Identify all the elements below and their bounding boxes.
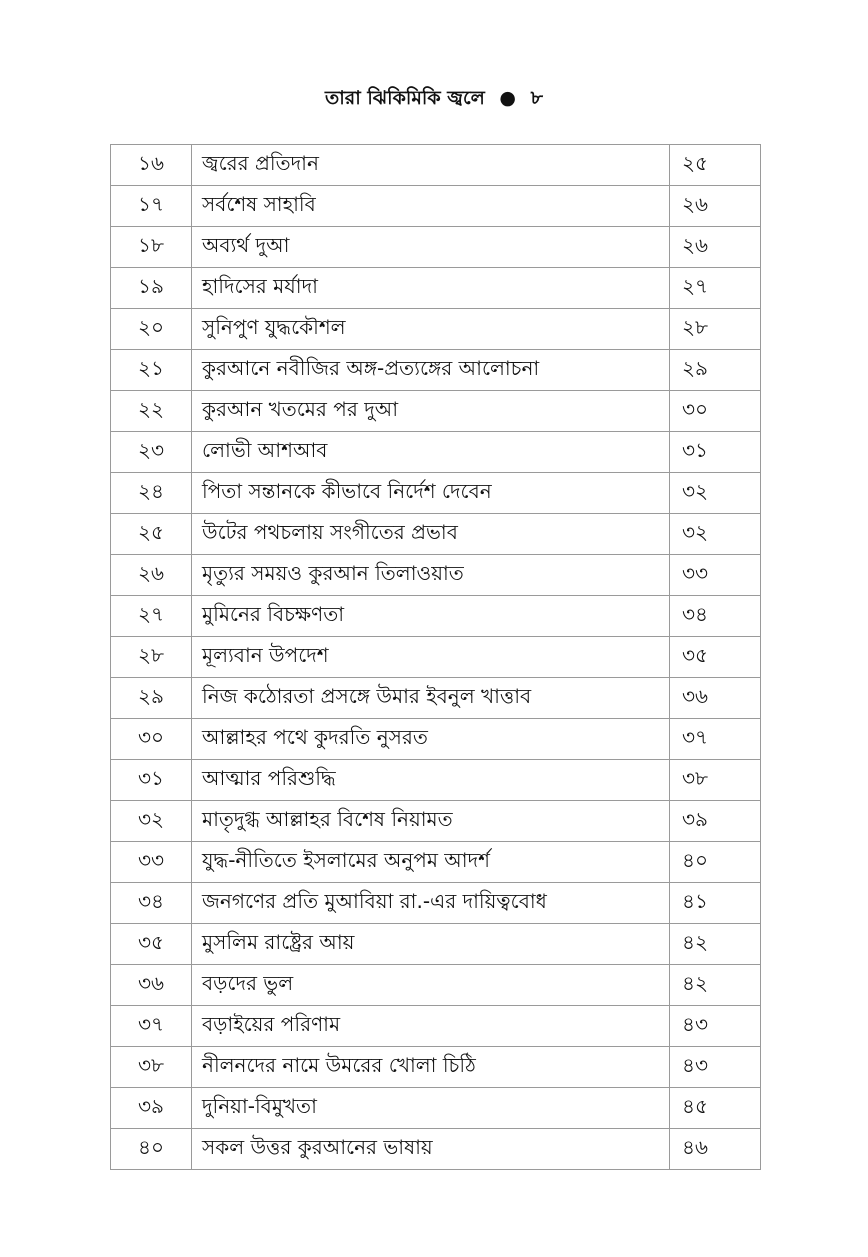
entry-number: ২৮ bbox=[111, 637, 192, 678]
entry-title: পিতা সন্তানকে কীভাবে নির্দেশ দেবেন bbox=[192, 473, 670, 514]
entry-page: ৩৮ bbox=[670, 760, 761, 801]
table-of-contents bbox=[110, 144, 761, 1170]
entry-page: ২৬ bbox=[670, 186, 761, 227]
entry-number: ৩৬ bbox=[111, 965, 192, 1006]
entry-page: ২৬ bbox=[670, 227, 761, 268]
entry-title: নিজ কঠোরতা প্রসঙ্গে উমার ইবনুল খাত্তাব bbox=[192, 678, 670, 719]
entry-title: যুদ্ধ-নীতিতে ইসলামের অনুপম আদর্শ bbox=[192, 842, 670, 883]
entry-number: ২২ bbox=[111, 391, 192, 432]
table-row bbox=[111, 801, 761, 842]
table-row bbox=[111, 473, 761, 514]
toc-body bbox=[111, 145, 761, 1170]
table-row bbox=[111, 842, 761, 883]
book-title: তারা ঝিকিমিকি জ্বলে bbox=[325, 87, 485, 109]
table-row bbox=[111, 145, 761, 186]
table-row bbox=[111, 227, 761, 268]
table-row bbox=[111, 514, 761, 555]
entry-page: ৩৫ bbox=[670, 637, 761, 678]
entry-number: ৩৫ bbox=[111, 924, 192, 965]
table-row bbox=[111, 1129, 761, 1170]
entry-title: মূল্যবান উপদেশ bbox=[192, 637, 670, 678]
table-row bbox=[111, 309, 761, 350]
entry-page: ৪৩ bbox=[670, 1006, 761, 1047]
table-row bbox=[111, 924, 761, 965]
table-row bbox=[111, 1047, 761, 1088]
entry-title: কুরআন খতমের পর দুআ bbox=[192, 391, 670, 432]
entry-page: ৩৪ bbox=[670, 596, 761, 637]
entry-number: ৩৪ bbox=[111, 883, 192, 924]
table-row bbox=[111, 432, 761, 473]
entry-page: ২৯ bbox=[670, 350, 761, 391]
entry-number: ৩০ bbox=[111, 719, 192, 760]
entry-number: ৩৯ bbox=[111, 1088, 192, 1129]
table-row bbox=[111, 637, 761, 678]
entry-page: ৩৯ bbox=[670, 801, 761, 842]
table-row bbox=[111, 596, 761, 637]
entry-title: বড়াইয়ের পরিণাম bbox=[192, 1006, 670, 1047]
entry-page: ৩৭ bbox=[670, 719, 761, 760]
entry-number: ২৬ bbox=[111, 555, 192, 596]
table-row bbox=[111, 719, 761, 760]
entry-page: ৪৩ bbox=[670, 1047, 761, 1088]
entry-title: আল্লাহর পথে কুদরতি নুসরত bbox=[192, 719, 670, 760]
entry-title: মাতৃদুগ্ধ আল্লাহর বিশেষ নিয়ামত bbox=[192, 801, 670, 842]
entry-title: অব্যর্থ দুআ bbox=[192, 227, 670, 268]
bullet-separator: ● bbox=[499, 87, 517, 109]
table-row bbox=[111, 391, 761, 432]
entry-number: ৩৭ bbox=[111, 1006, 192, 1047]
table-row bbox=[111, 555, 761, 596]
entry-title: সকল উত্তর কুরআনের ভাষায় bbox=[192, 1129, 670, 1170]
entry-title: কুরআনে নবীজির অঙ্গ-প্রত্যঙ্গের আলোচনা bbox=[192, 350, 670, 391]
table-row bbox=[111, 1088, 761, 1129]
entry-number: ২৭ bbox=[111, 596, 192, 637]
entry-page: ৩৩ bbox=[670, 555, 761, 596]
entry-number: ১৬ bbox=[111, 145, 192, 186]
entry-page: ৪৫ bbox=[670, 1088, 761, 1129]
entry-page: ৪৬ bbox=[670, 1129, 761, 1170]
table-row bbox=[111, 760, 761, 801]
entry-page: ৪১ bbox=[670, 883, 761, 924]
entry-page: ৪২ bbox=[670, 924, 761, 965]
entry-page: ৩১ bbox=[670, 432, 761, 473]
entry-number: ২১ bbox=[111, 350, 192, 391]
entry-title: উটের পথচলায় সংগীতের প্রভাব bbox=[192, 514, 670, 555]
entry-number: ৪০ bbox=[111, 1129, 192, 1170]
entry-number: ১৮ bbox=[111, 227, 192, 268]
entry-page: ২৮ bbox=[670, 309, 761, 350]
entry-number: ১৯ bbox=[111, 268, 192, 309]
table-row bbox=[111, 1006, 761, 1047]
entry-number: ২৯ bbox=[111, 678, 192, 719]
table-row bbox=[111, 350, 761, 391]
entry-number: ৩৮ bbox=[111, 1047, 192, 1088]
entry-page: ৩২ bbox=[670, 473, 761, 514]
entry-title: সুনিপুণ যুদ্ধকৌশল bbox=[192, 309, 670, 350]
entry-page: ৩২ bbox=[670, 514, 761, 555]
table-row bbox=[111, 186, 761, 227]
table-row bbox=[111, 883, 761, 924]
entry-title: মুসলিম রাষ্ট্রের আয় bbox=[192, 924, 670, 965]
table-row bbox=[111, 678, 761, 719]
entry-number: ১৭ bbox=[111, 186, 192, 227]
entry-page: ৩০ bbox=[670, 391, 761, 432]
entry-page: ৪০ bbox=[670, 842, 761, 883]
entry-number: ৩১ bbox=[111, 760, 192, 801]
entry-title: লোভী আশআব bbox=[192, 432, 670, 473]
table-row bbox=[111, 965, 761, 1006]
entry-title: জনগণের প্রতি মুআবিয়া রা.-এর দায়িত্ববোধ bbox=[192, 883, 670, 924]
entry-page: ৪২ bbox=[670, 965, 761, 1006]
entry-title: জ্বরের প্রতিদান bbox=[192, 145, 670, 186]
entry-page: ৩৬ bbox=[670, 678, 761, 719]
entry-page: ২৫ bbox=[670, 145, 761, 186]
page-number: ৮ bbox=[530, 87, 543, 109]
entry-number: ২৩ bbox=[111, 432, 192, 473]
entry-title: নীলনদের নামে উমরের খোলা চিঠি bbox=[192, 1047, 670, 1088]
entry-number: ২৪ bbox=[111, 473, 192, 514]
entry-page: ২৭ bbox=[670, 268, 761, 309]
entry-title: আত্মার পরিশুদ্ধি bbox=[192, 760, 670, 801]
entry-number: ২৫ bbox=[111, 514, 192, 555]
entry-number: ৩৩ bbox=[111, 842, 192, 883]
entry-number: ২০ bbox=[111, 309, 192, 350]
entry-title: মৃত্যুর সময়ও কুরআন তিলাওয়াত bbox=[192, 555, 670, 596]
entry-title: বড়দের ভুল bbox=[192, 965, 670, 1006]
entry-title: দুনিয়া-বিমুখতা bbox=[192, 1088, 670, 1129]
entry-title: মুমিনের বিচক্ষণতা bbox=[192, 596, 670, 637]
entry-title: হাদিসের মর্যাদা bbox=[192, 268, 670, 309]
entry-number: ৩২ bbox=[111, 801, 192, 842]
entry-title: সর্বশেষ সাহাবি bbox=[192, 186, 670, 227]
table-row bbox=[111, 268, 761, 309]
running-header bbox=[0, 84, 868, 116]
